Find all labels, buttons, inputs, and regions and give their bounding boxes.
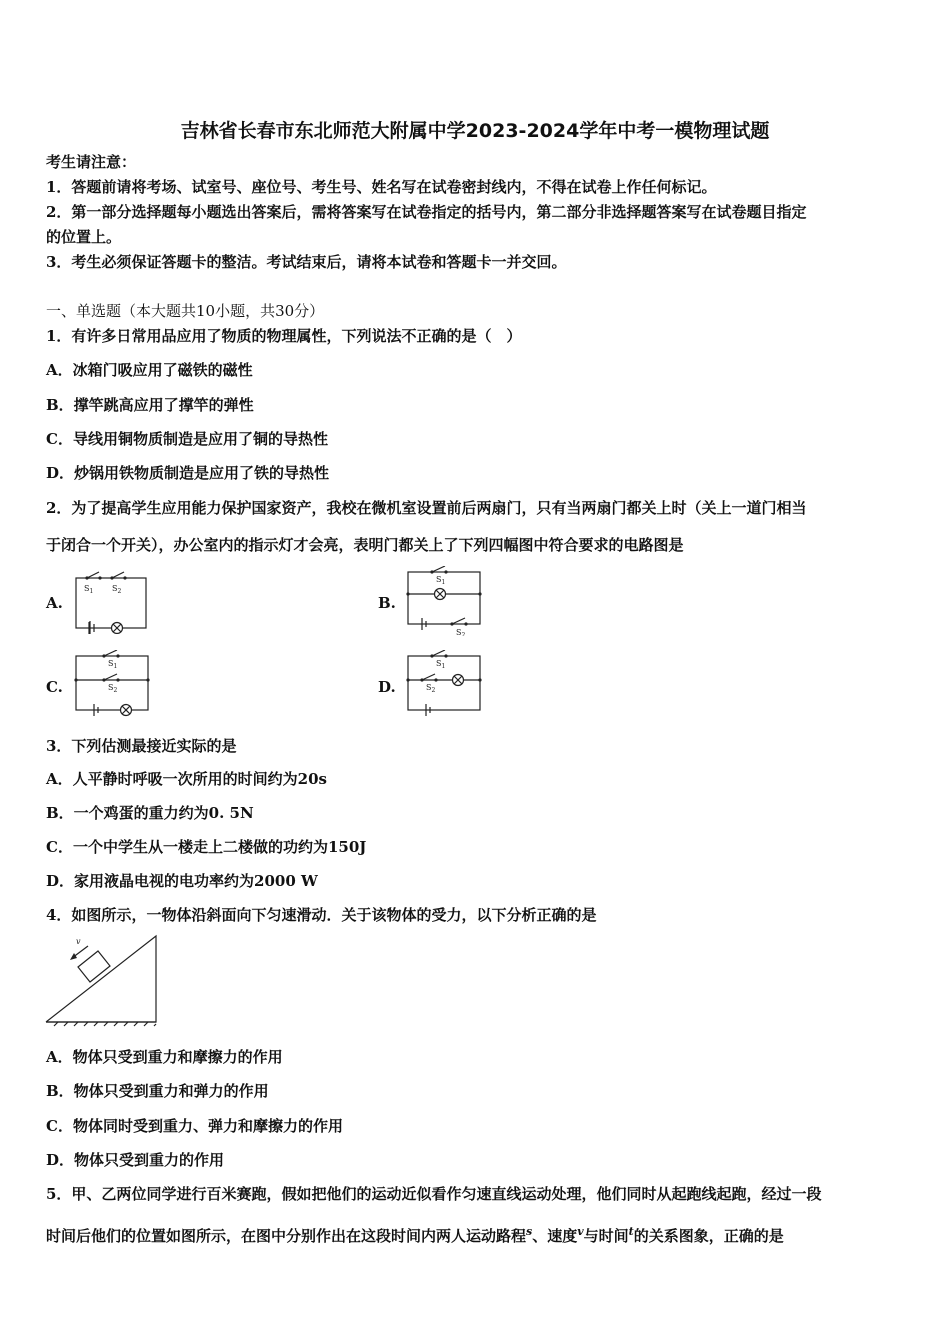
question-3-option-a: A．人平静时呼吸一次所用的时间约为20s [46,770,327,788]
circuit-diagram-a [72,568,152,634]
circuit-diagram-b [404,566,486,636]
svg-text:S1: $S_1$ [436,575,446,586]
circuit-diagram-c [72,650,154,718]
svg-text:S1: $S_1$ [436,659,446,670]
circuit-diagram-d [404,650,486,718]
notice-item: 的位置上。 [46,228,122,246]
incline-diagram [44,932,162,1028]
question-2-option-a-label: A. [46,594,63,612]
sliding-block [78,951,110,982]
svg-text:S2: $S_2$ [456,628,466,636]
question-2-stem: 于闭合一个开关），办公室内的指示灯才会亮，表明门都关上了下列四幅图中符合要求的电路图是 [46,536,684,554]
question-1-option-a: A．冰箱门吸应用了磁铁的磁性 [46,361,253,379]
question-5-stem-line2: 时间后他们的位置如图所示，在图中分别作出在这段时间内两人运动路程$^s$、速度$^v$与时间$^t$的关系图象，正确的是 [46,1225,784,1245]
question-4-option-c: C．物体同时受到重力、弹力和摩擦力的作用 [46,1117,343,1135]
page-title: 吉林省长春市东北师范大附属中学2023-2024学年中考一模物理试题 [180,120,770,142]
question-1-stem: 1．有许多日常用品应用了物质的物理属性，下列说法不正确的是（ ） [46,327,522,345]
svg-text:S2: $S_2$ [426,683,436,694]
svg-text:S1: $S_1$ [108,659,118,670]
question-1-option-c: C．导线用铜物质制造是应用了铜的导热性 [46,430,328,448]
switch-s1-label: $S_1$ [84,584,94,595]
question-4-option-b: B．物体只受到重力和弹力的作用 [46,1082,269,1100]
question-3-option-c: C．一个中学生从一楼走上二楼做的功约为150J [46,838,367,856]
notice-heading: 考生请注意： [46,153,137,171]
question-5-stem: 5．甲、乙两位同学进行百米赛跑，假如把他们的运动近似看作匀速直线运动处理，他们同时从起跑线起跑，经过一段 [46,1185,822,1203]
switch-s2-label: $S_2$ [112,584,122,595]
question-2-stem: 2．为了提高学生应用能力保护国家资产，我校在微机室设置前后两扇门，只有当两扇门都关上时（关上一道门相当 [46,499,807,517]
question-4-stem: 4．如图所示，一物体沿斜面向下匀速滑动．关于该物体的受力，以下分析正确的是 [46,906,597,924]
question-3-option-d: D．家用液晶电视的电功率约为2000 W [46,872,318,890]
variable-t: t [628,1225,634,1238]
question-1-option-b: B．撑竿跳高应用了撑竿的弹性 [46,396,254,414]
question-2-option-d-label: D. [378,678,396,696]
svg-text:S2: $S_2$ [108,683,118,694]
question-4-option-d: D．物体只受到重力的作用 [46,1151,225,1169]
variable-v: v [577,1225,584,1238]
question-3-option-b: B．一个鸡蛋的重力约为0. 5N [46,804,254,822]
question-2-option-b-label: B. [378,594,396,612]
notice-item: 2．第一部分选择题每小题选出答案后，需将答案写在试卷指定的括号内，第二部分非选择题答案写在试卷题目指定 [46,203,807,221]
notice-item: 3．考生必须保证答题卡的整洁。考试结束后，请将本试卷和答题卡一并交回。 [46,253,567,271]
question-1-option-d: D．炒锅用铁物质制造是应用了铁的导热性 [46,464,330,482]
question-3-stem: 3．下列估测最接近实际的是 [46,737,237,755]
section-heading: 一、单选题（本大题共10小题，共30分） [46,302,325,320]
question-4-option-a: A．物体只受到重力和摩擦力的作用 [46,1048,283,1066]
question-2-option-c-label: C. [46,678,63,696]
velocity-label: v [76,937,81,946]
variable-s: s [526,1225,533,1238]
notice-item: 1．答题前请将考场、试室号、座位号、考生号、姓名写在试卷密封线内，不得在试卷上作任何标记。 [46,178,717,196]
